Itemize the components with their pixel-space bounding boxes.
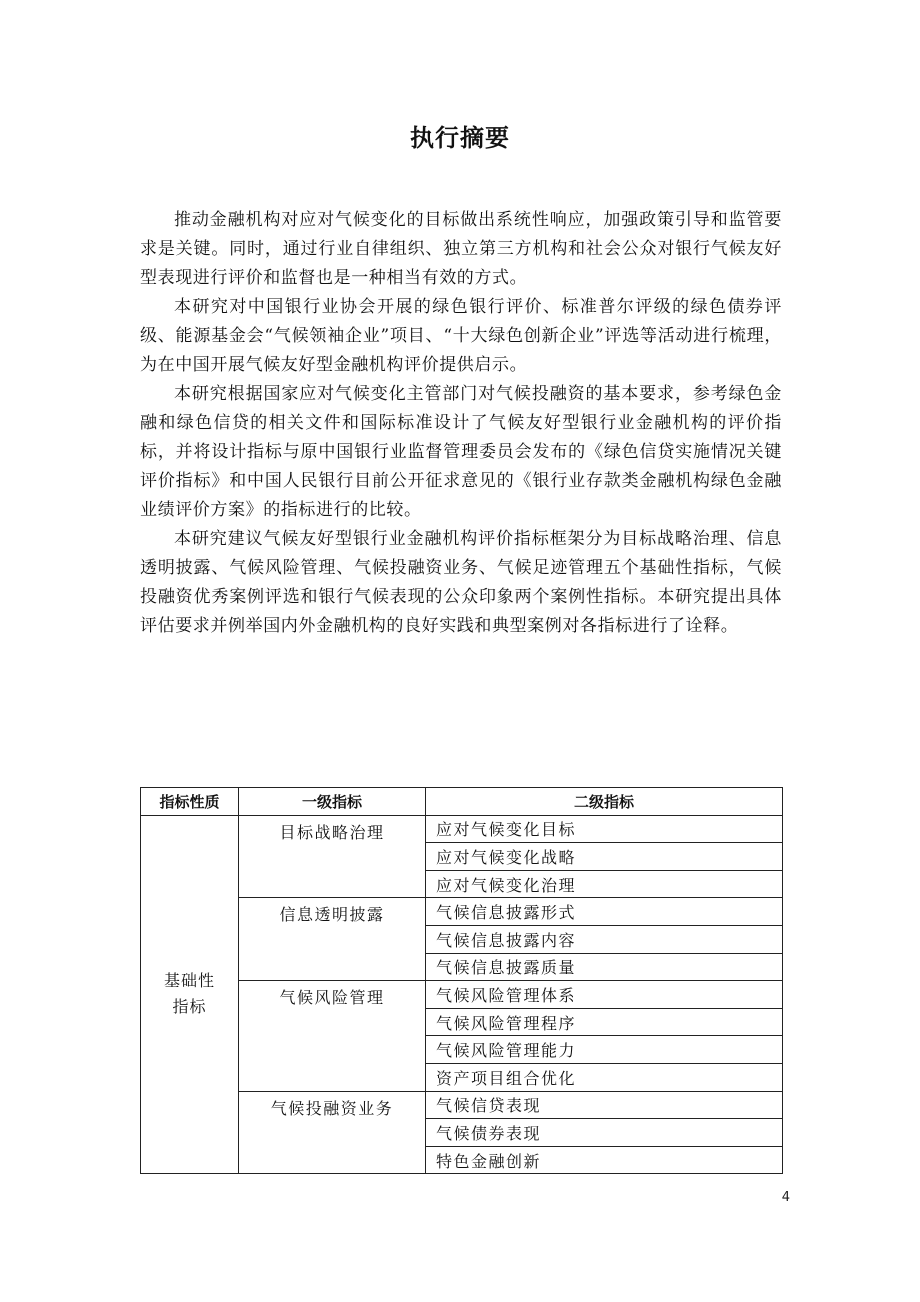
second-level-cell: 气候信贷表现 (426, 1091, 783, 1119)
first-level-cell: 气候投融资业务 (239, 1091, 426, 1174)
nature-label-line1: 基础性 (163, 971, 215, 991)
second-level-cell: 特色金融创新 (426, 1146, 783, 1174)
page-title: 执行摘要 (410, 124, 510, 152)
second-level-cell: 应对气候变化治理 (426, 870, 783, 898)
second-level-cell: 气候信息披露质量 (426, 953, 783, 981)
second-level-cell: 气候风险管理程序 (426, 1008, 783, 1036)
second-level-cell: 气候风险管理体系 (426, 981, 783, 1009)
nature-label-line2: 指标 (172, 997, 207, 1017)
second-level-cell: 气候信息披露形式 (426, 898, 783, 926)
table-row (141, 815, 783, 843)
first-level-cell: 目标战略治理 (239, 815, 426, 898)
second-level-cell: 气候信息披露内容 (426, 925, 783, 953)
first-level-cell: 气候风险管理 (239, 981, 426, 1091)
summary-body (140, 206, 782, 641)
paragraph-2: 本研究对中国银行业协会开展的绿色银行评价、标准普尔评级的绿色债券评级、能源基金会“气候领袖企业”项目、“十大绿色创新企业”评选等活动进行梳理，为在中国开展气候友好型金融机构评价提供启示。 (140, 297, 782, 375)
second-level-cell: 气候债券表现 (426, 1119, 783, 1147)
second-level-cell: 应对气候变化战略 (426, 843, 783, 871)
paragraph-4: 本研究建议气候友好型银行业金融机构评价指标框架分为目标战略治理、信息透明披露、气候风险管理、气候投融资业务、气候足迹管理五个基础性指标，气候投融资优秀案例评选和银行气候表现的公众印象两个案例性指标。本研究提出具体评估要求并例举国内外金融机构的良好实践和典型案例对各指标进行了诠释。 (140, 529, 782, 636)
page-number: 4 (781, 1190, 790, 1205)
first-level-cell: 信息透明披露 (239, 898, 426, 981)
nature-cell (141, 815, 239, 1174)
header-first-level: 一级指标 (239, 788, 426, 816)
second-level-cell: 应对气候变化目标 (426, 815, 783, 843)
header-second-level: 二级指标 (426, 788, 783, 816)
paragraph-3: 本研究根据国家应对气候变化主管部门对气候投融资的基本要求，参考绿色金融和绿色信贷的相关文件和国际标准设计了气候友好型银行业金融机构的评价指标，并将设计指标与原中国银行业监督管理委员会发布的《绿色信贷实施情况关键评价指标》和中国人民银行目前公开征求意见的《银行业存款类金融机构绿色金融业绩评价方案》的指标进行的比较。 (140, 384, 782, 520)
table-header-row (141, 788, 783, 816)
indicator-table (140, 787, 783, 1174)
paragraph-1: 推动金融机构对应对气候变化的目标做出系统性响应，加强政策引导和监管要求是关键。同时，通过行业自律组织、独立第三方机构和社会公众对银行气候友好型表现进行评价和监督也是一种相当有效的方式。 (140, 210, 782, 288)
header-nature: 指标性质 (141, 788, 239, 816)
second-level-cell: 气候风险管理能力 (426, 1036, 783, 1064)
second-level-cell: 资产项目组合优化 (426, 1063, 783, 1091)
